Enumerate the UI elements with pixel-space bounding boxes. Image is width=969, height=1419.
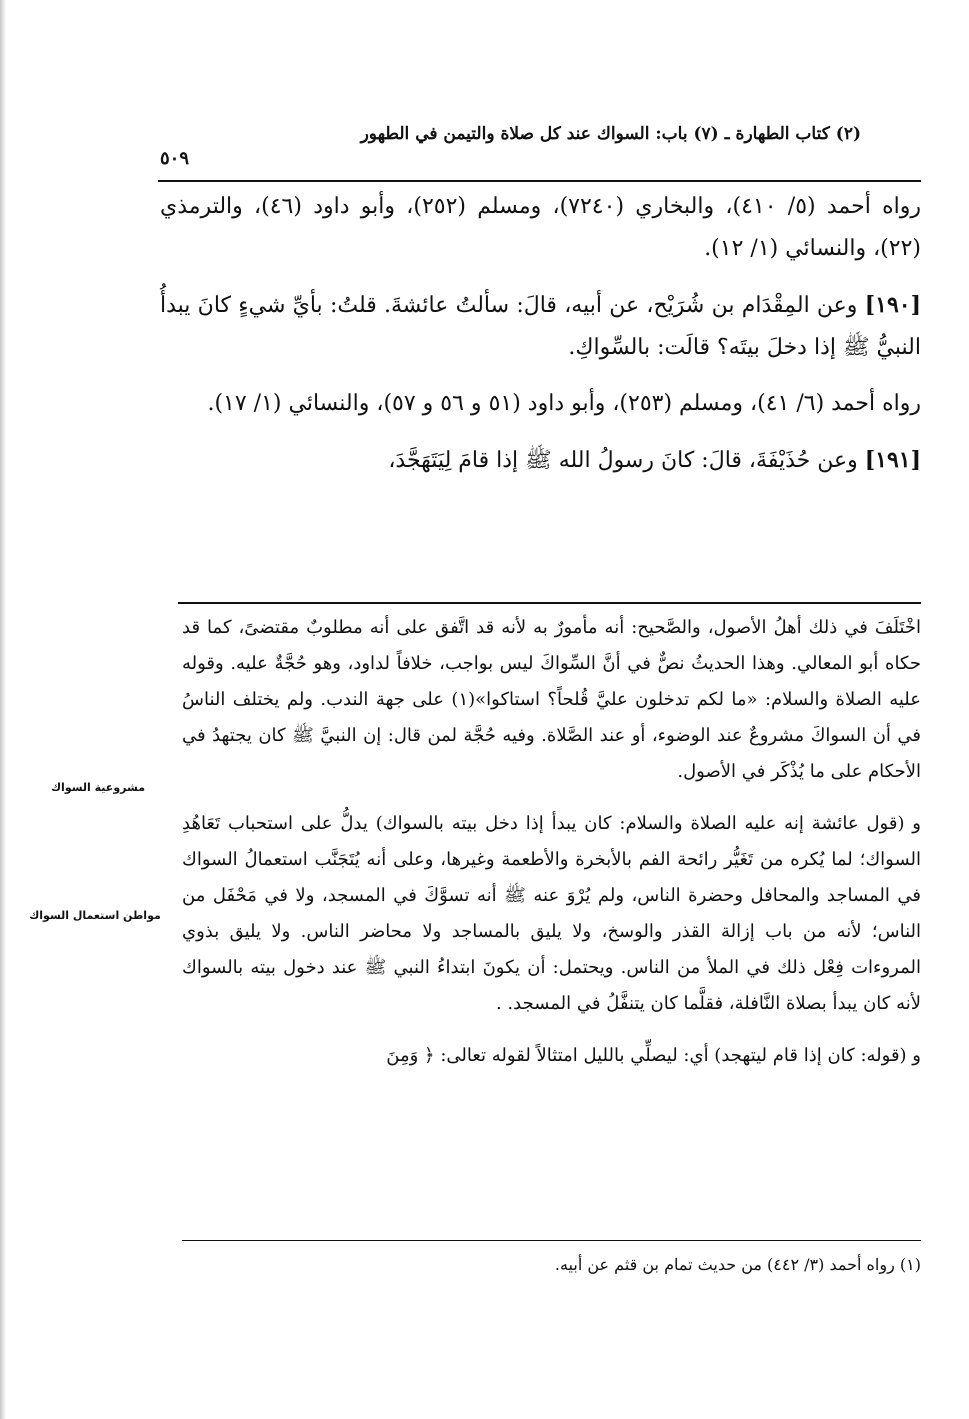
margin-note: مشروعية السواك <box>50 781 146 794</box>
hadith-text: وعن حُذَيْفَةَ، قالَ: كانَ رسولُ الله ﷺ إذا قامَ لِيَتَهَجَّدَ، <box>388 448 858 473</box>
hadith-191 <box>160 439 921 482</box>
main-text <box>160 186 921 496</box>
header-title: (٢) كتاب الطهارة ـ (٧) باب: السواك عند كل صلاة والتيمن في الطهور <box>360 124 861 144</box>
hadith-reference <box>160 186 921 270</box>
reference-text: رواه أحمد (٥/ ٤١٠)، والبخاري (٧٢٤٠)، ومسلم (٢٥٢)، وأبو داود (٤٦)، والترمذي (٢٢)، والنسائي (١/ ١٢). <box>160 194 921 261</box>
footnote-divider <box>182 1240 921 1241</box>
reference-text: رواه أحمد (٦/ ٤١)، ومسلم (٢٥٣)، وأبو داود (٥١ و ٥٦ و ٥٧)، والنسائي (١/ ١٧). <box>207 391 921 416</box>
commentary-paragraph: اخْتَلَفَ في ذلك أهلُ الأصول، والصَّحيح: أنه مأمورٌ به لأنه قد اتَّفق على أنه مطلوبٌ مقتضىً، كما قد حكاه أبو المعالي. وهذا الحديثُ نصٌّ في أنَّ السِّواكَ ليس بواجب، خلافاً لداود، وهو حُجَّةٌ عليه. وقوله عليه الصلاة والسلام: «ما لكم تدخلون عليَّ قُلحاً؟ استاكوا»(١) على جهة الندب. ولم يختلف الناسُ في أن السواكَ مشروعٌ عند الوضوء، أو عند الصَّلاة. وفيه حُجَّة لمن قال: إن النبيَّ ﷺ كان يجتهدُ في الأحكام على ما يُذْكَر في الأصول. <box>182 617 922 782</box>
commentary-paragraph: و (قول عائشة إنه عليه الصلاة والسلام: كان يبدأ إذا دخل بيته بالسواك) يدلُّ على استحباب تَعَاهُدِ السواك؛ لما يُكره من تَغَيُّر رائحة الفم بالأبخرة والأطعمة وغيرها، وعلى أنه يُتَجَنَّب استعمالُ السواك في المساجد والمحافل وحضرة الناس، ولم يُرْوَ عنه ﷺ أنه تسوَّكَ في المسجد، ولا في مَحْفَل من الناس؛ لأنه من باب إزالة القذر والوسخ، ولا يليق بالمساجد ولا محاضر الناس. ولا يليق بذوي المروءات فِعْل ذلك في الملأ من الناس. ويحتمل: أن يكونَ ابتداءُ النبي ﷺ عند دخول بيته بالسواك لأنه كان يبدأ بصلاة النَّافلة، فقلَّما كان يتنفَّلُ في المسجد. . <box>182 813 921 1014</box>
running-header <box>158 118 921 182</box>
hadith-190 <box>160 284 921 369</box>
hadith-number: [١٩٠] <box>864 292 921 318</box>
margin-note: مواطن استعمال السواك <box>29 909 161 922</box>
hadith-text: وعن المِقْدَام بن شُرَيْح، عن أبيه، قالَ: سألتُ عائشةَ. قلتُ: بأيِّ شيءٍ كانَ يبدأُ النبيُّ ﷺ إذا دخلَ بيتَه؟ قالَت: بالسِّواكِ. <box>160 293 921 360</box>
hadith-reference <box>160 383 921 425</box>
hadith-number: [١٩١] <box>864 447 921 473</box>
section-divider <box>178 602 921 604</box>
footnote: (١) رواه أحمد (٣/ ٤٤٢) من حديث تمام بن قثم عن أبيه. <box>554 1255 921 1274</box>
commentary <box>182 610 921 1090</box>
page-number: ٥٠٩ <box>160 148 190 169</box>
commentary-paragraph: و (قوله: كان إذا قام ليتهجد) أي: ليصلِّي بالليل امتثالاً لقوله تعالى: ﴿ وَمِنَ <box>386 1045 921 1066</box>
